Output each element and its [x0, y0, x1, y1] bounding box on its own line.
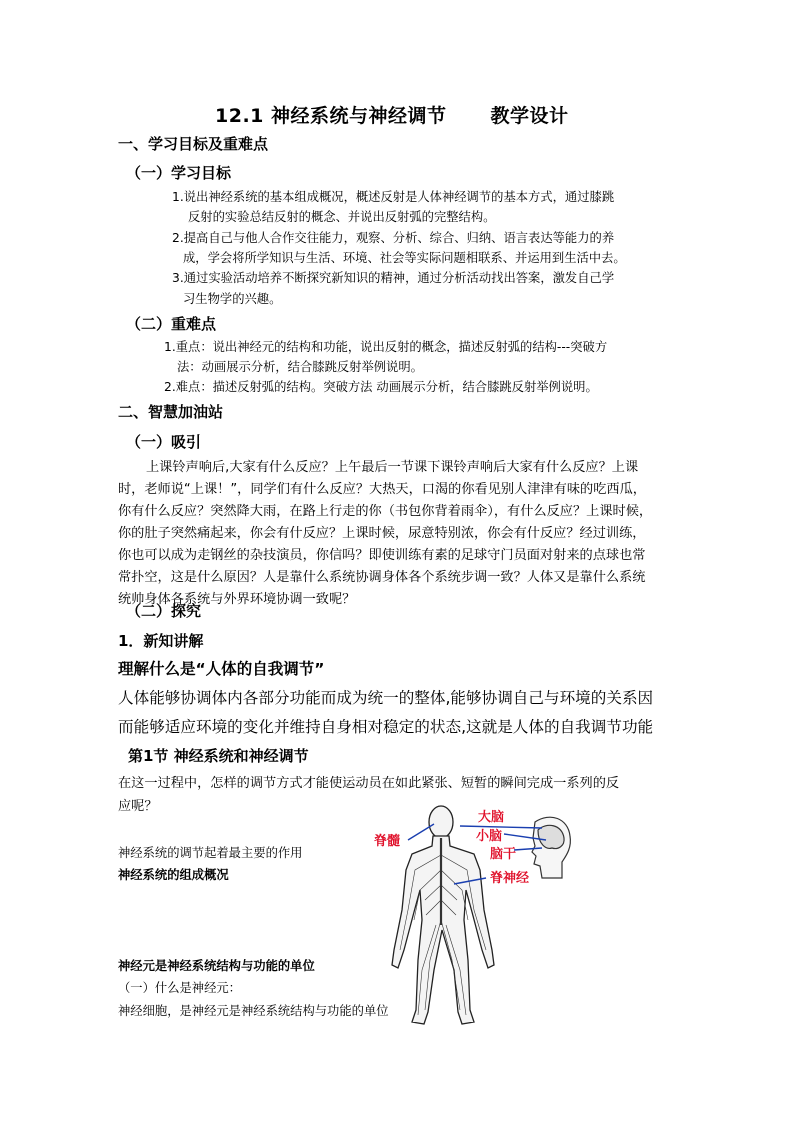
key-point-line: 法：动画展示分析，结合膝跳反射举例说明。: [177, 360, 423, 374]
subheading-learning-goals: （一）学习目标: [126, 164, 232, 182]
question-line: 应呢？: [118, 799, 158, 814]
nerve-composition-heading: 神经系统的组成概况: [118, 868, 229, 882]
label-brainstem: 脑干: [490, 847, 517, 862]
goal-line: 1.说出神经系统的基本组成概况，概述反射是人体神经调节的基本方式，通过膝跳: [172, 190, 615, 204]
label-spinal-nerve: 脊神经: [490, 871, 530, 886]
subheading-key-points: （二）重难点: [126, 315, 217, 333]
section-heading-wisdom: 二、智慧加油站: [118, 403, 224, 421]
neuron-definition: 神经细胞，是神经元是神经系统结构与功能的单位: [118, 1004, 389, 1018]
point-new-knowledge: 1．新知讲解: [118, 632, 204, 650]
goal-line: 反射的实验总结反射的概念、并说出反射弧的完整结构。: [188, 210, 496, 224]
intro-line: 你的肚子突然痛起来，你会有什反应？上课时候，尿意特别浓，你会有什反应？经过训练，: [118, 526, 646, 541]
intro-line: 你有什么反应？突然降大雨，在路上行走的你（书包你背着雨伞），有什么反应？上课时候，: [118, 504, 653, 519]
subheading-explore: （二）探究: [126, 602, 202, 620]
goal-line: 习生物学的兴趣。: [183, 292, 282, 306]
neuron-unit-heading: 神经元是神经系统结构与功能的单位: [118, 959, 315, 973]
what-is-neuron: （一）什么是神经元：: [118, 981, 241, 995]
section-title: 第1节 神经系统和神经调节: [128, 747, 309, 765]
key-point-line: 1.重点：说出神经元的结构和功能，说出反射的概念，描述反射弧的结构---突破方: [164, 340, 608, 354]
question-line: 在这一过程中，怎样的调节方式才能使运动员在如此紧张、短暂的瞬间完成一系列的反: [118, 776, 620, 791]
key-point-line: 2.难点：描述反射弧的结构。突破方法 动画展示分析，结合膝跳反射举例说明。: [164, 380, 598, 394]
label-cerebellum: 小脑: [476, 829, 503, 844]
section-heading-goals: 一、学习目标及重难点: [118, 135, 269, 153]
nerve-role-text: 神经系统的调节起着最主要的作用: [118, 846, 303, 860]
subheading-attract: （一）吸引: [126, 433, 202, 451]
intro-line: 常扑空，这是什么原因？人是靠什么系统协调身体各个系统步调一致？人体又是靠什么系统: [118, 570, 646, 585]
goal-line: 3.通过实验活动培养不断探究新知识的精神，通过分析活动找出答案，激发自己学: [172, 271, 615, 285]
intro-line: 时，老师说“上课！”，同学们有什么反应？大热天，口渴的你看见别人津津有味的吃西瓜，: [118, 482, 646, 497]
intro-line: 统帅身体各系统与外界环境协调一致呢？: [118, 592, 356, 607]
page-title: 12.1 神经系统与神经调节 教学设计: [215, 105, 569, 127]
intro-line: 上课铃声响后,大家有什么反应？上午最后一节课下课铃声响后大家有什么反应？上课: [146, 460, 639, 475]
head-profile: [532, 817, 570, 878]
goal-line: 2.提高自己与他人合作交往能力，观察、分析、综合、归纳、语言表达等能力的养: [172, 231, 615, 245]
label-spinal-cord: 脊髓: [374, 834, 401, 849]
intro-line: 你也可以成为走钢丝的杂技演员，你信吗？即使训练有素的足球守门员面对射来的点球也常: [118, 548, 646, 563]
goal-line: 成，学会将所学知识与生活、环境、社会等实际问题相联系、并运用到生活中去。: [183, 251, 626, 265]
understand-text: 而能够适应环境的变化并维持自身相对稳定的状态,这就是人体的自我调节功能: [118, 718, 654, 736]
understand-heading: 理解什么是“人体的自我调节”: [118, 660, 325, 678]
nervous-system-figure: [370, 800, 580, 1030]
understand-text: 人体能够协调体内各部分功能而成为统一的整体,能够协调自己与环境的关系因: [118, 689, 654, 707]
label-cerebrum: 大脑: [478, 810, 505, 825]
